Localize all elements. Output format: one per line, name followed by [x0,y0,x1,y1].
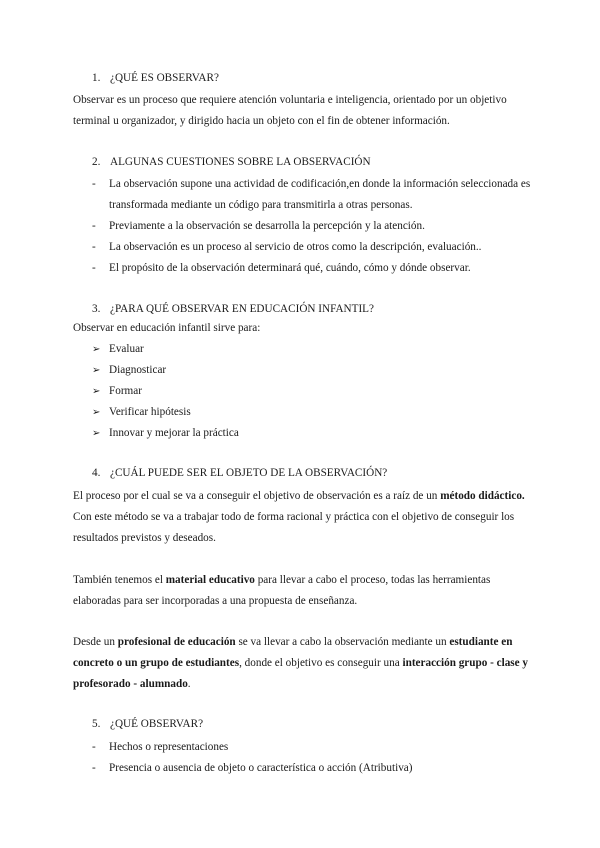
list-item-text: Diagnosticar [109,364,167,376]
dash-bullet: - [92,178,96,190]
list-item-text: Formar [109,385,142,397]
list-item-text: Evaluar [109,343,144,355]
dash-bullet: - [92,762,96,774]
arrow-bullet-icon: ➢ [92,407,101,418]
section-5-title: ¿QUÉ OBSERVAR? [110,718,204,730]
section-1-paragraph: Observar es un proceso que requiere atención voluntaria e inteligencia, orientado por un objetivo terminal u organizador, y dirigido hacia un objeto con el fin de obtener información. [73,94,507,127]
arrow-bullet-icon: ➢ [92,344,101,355]
list-item-text: El propósito de la observación determinará qué, cuándo, cómo y dónde observar. [109,262,471,274]
list-item [92,406,191,418]
section-4-heading [92,467,387,479]
dash-bullet: - [92,262,96,274]
section-3-intro: Observar en educación infantil sirve para: [73,322,261,334]
list-item [92,237,532,258]
section-2-number: 2. [92,156,101,168]
paragraph-text: . [187,678,191,690]
dash-bullet: - [92,741,96,753]
section-3-heading [92,303,374,315]
list-item-text: Hechos o representaciones [109,741,229,753]
list-item-text: Previamente a la observación se desarrolla la percepción y la atención. [109,220,425,232]
paragraph-text: para llevar a cabo el proceso, todas las herramientas elaboradas para ser incorporadas a una propuesta de enseñanza. [73,574,491,607]
list-item [92,343,144,355]
list-item [92,427,239,439]
section-1-heading [92,72,219,84]
list-item-text: Innovar y mejorar la práctica [109,427,239,439]
paragraph-text: También tenemos el [73,574,166,586]
paragraph-text: se va llevar a cabo la observación mediante un [235,636,450,648]
arrow-bullet-icon: ➢ [92,365,101,376]
dash-bullet: - [92,220,96,232]
bold-term: estudiante en concreto o un grupo de estudiantes [73,636,513,669]
section-4-paragraph-3 [73,632,533,695]
list-item-text: Verificar hipótesis [109,406,191,418]
list-item [92,174,532,216]
list-item-text: La observación es un proceso al servicio de otros como la descripción, evaluación.. [109,241,482,253]
list-item [92,216,532,237]
section-3-title: ¿PARA QUÉ OBSERVAR EN EDUCACIÓN INFANTIL? [110,303,374,315]
section-4-paragraph-2 [73,570,533,612]
paragraph-text: El proceso por el cual se va a conseguir el objetivo de observación es a raíz de un [73,490,441,502]
bold-term: material educativo [165,574,255,586]
list-item-text: La observación supone una actividad de codificación,en donde la información seleccionada es transformada mediante un código para transmitirla a otras personas. [109,178,531,211]
arrow-bullet-icon: ➢ [92,428,101,439]
section-1-number: 1. [92,72,101,84]
paragraph-text: , donde el objetivo es conseguir una [239,657,403,669]
section-4-number: 4. [92,467,101,479]
section-1-title: ¿QUÉ ES OBSERVAR? [110,72,219,84]
list-item [92,364,166,376]
arrow-bullet-icon: ➢ [92,386,101,397]
list-item [92,385,142,397]
section-5-number: 5. [92,718,101,730]
dash-bullet: - [92,241,96,253]
list-item-text: Presencia o ausencia de objeto o característica o acción (Atributiva) [109,762,413,774]
section-4-paragraph-1 [73,486,533,549]
section-4-title: ¿CUÁL PUEDE SER EL OBJETO DE LA OBSERVACIÓN? [110,467,388,479]
bold-term: método didáctico. [440,490,525,502]
section-3-number: 3. [92,303,101,315]
list-item [92,758,532,779]
section-2-heading [92,156,371,168]
section-5-heading [92,718,203,730]
bold-term: interacción grupo - clase y profesorado - alumnado [73,657,529,690]
paragraph-text: Con este método se va a trabajar todo de forma racional y práctica con el objetivo de conseguir los resultados previstos y deseados. [73,511,515,544]
paragraph-text: Desde un [73,636,118,648]
list-item [92,258,532,279]
bold-term: profesional de educación [117,636,236,648]
section-2-title: ALGUNAS CUESTIONES SOBRE LA OBSERVACIÓN [110,156,371,168]
list-item [92,737,532,758]
